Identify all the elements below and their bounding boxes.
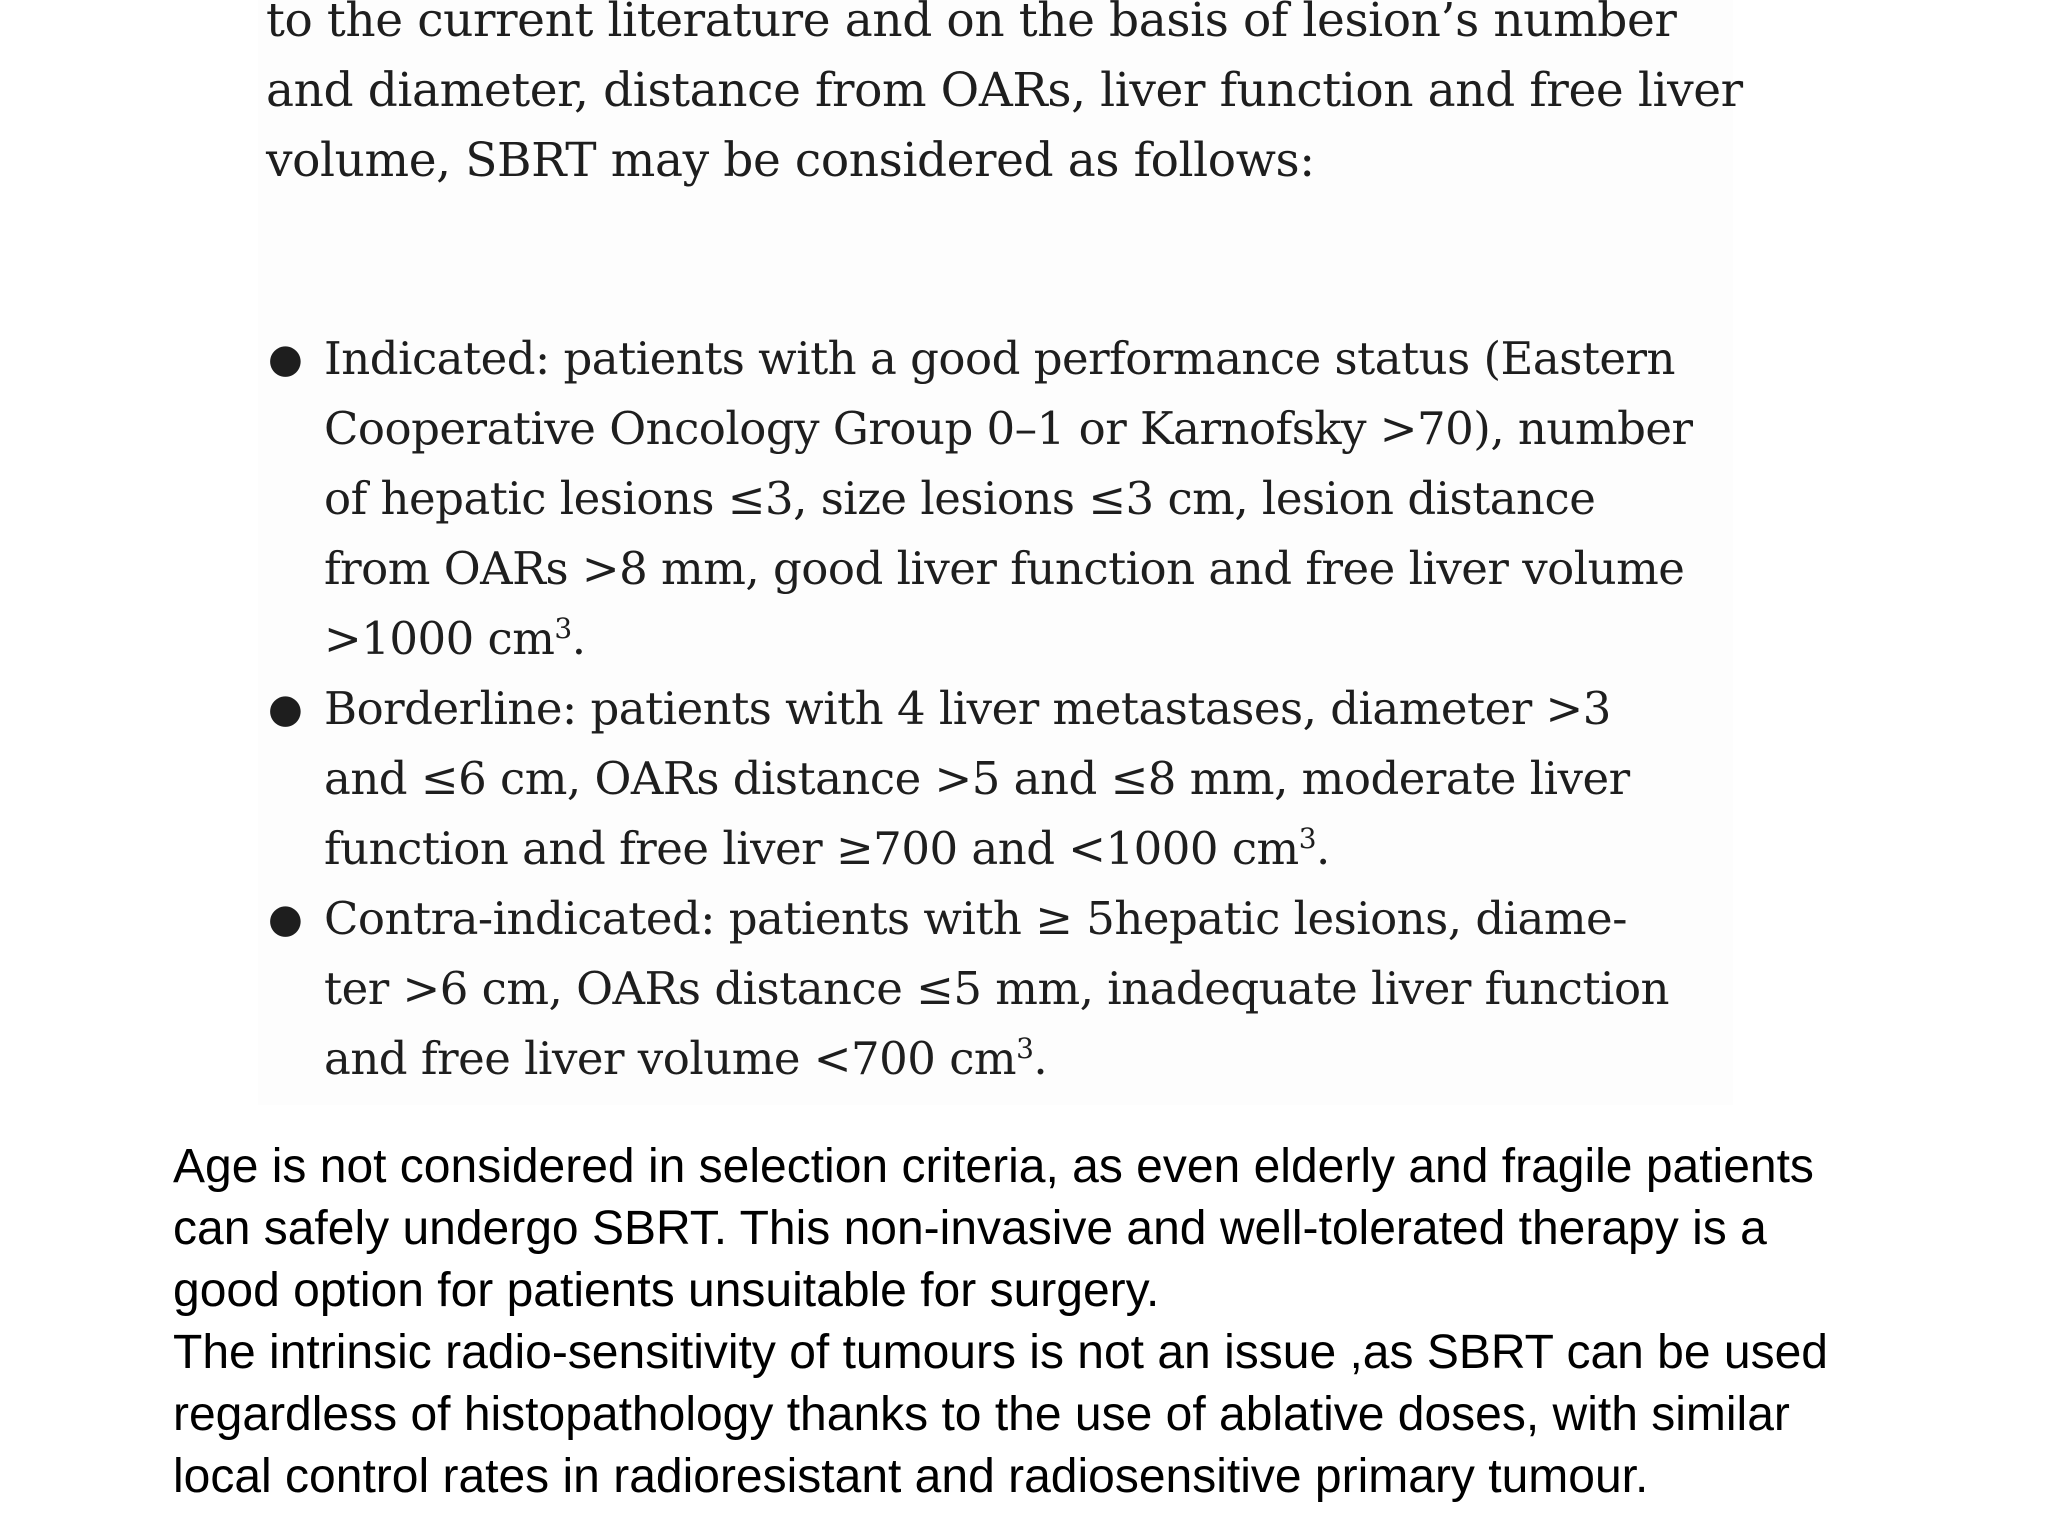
paragraph-line: good option for patients unsuitable for surgery. [173,1264,1160,1317]
criteria-item-indicated [258,324,1733,674]
bullet-icon: ● [268,896,303,942]
criteria-item-contra-indicated [258,884,1733,1094]
criteria-line: of hepatic lesions ≤3, size lesions ≤3 cm, lesion distance [324,472,1596,525]
document-excerpt-image [258,0,1743,1105]
criteria-line: ter >6 cm, OARs distance ≤5 mm, inadequate liver function [324,962,1670,1015]
criteria-line: Cooperative Oncology Group 0–1 or Karnofsky >70), number [324,402,1693,455]
criteria-line: Contra-indicated: patients with ≥ 5hepatic lesions, diame- [324,892,1627,945]
paragraph-line: Age is not considered in selection criteria, as even elderly and fragile patients [173,1140,1814,1193]
criteria-line-last [324,1024,1733,1094]
criteria-text: function and free liver ≥700 and <1000 cm [324,822,1299,875]
intro-line: volume, SBRT may be considered as follows: [266,133,1315,188]
criteria-tail: . [571,612,586,665]
paragraph-line: can safely undergo SBRT. This non-invasive and well-tolerated therapy is a [173,1202,1767,1255]
criteria-line-last [324,604,1733,674]
bullet-icon: ● [268,686,303,732]
paragraph-line: The intrinsic radio-sensitivity of tumours is not an issue ,as SBRT can be used [173,1326,1828,1379]
criteria-item-borderline [258,674,1733,884]
body-text [173,1136,1938,1508]
superscript: 3 [1016,1032,1034,1065]
criteria-line: Borderline: patients with 4 liver metastases, diameter >3 [324,682,1611,735]
superscript: 3 [1298,822,1317,855]
criteria-line-last [324,814,1733,884]
criteria-line: from OARs >8 mm, good liver function and free liver volume [324,542,1685,595]
criteria-text: >1000 cm [324,612,555,665]
intro-line: to the current literature and on the basis of lesion’s number [266,0,1677,48]
criteria-line: Indicated: patients with a good performance status (Eastern [324,332,1676,385]
bullet-icon: ● [268,336,303,382]
criteria-list [258,324,1733,1094]
paragraph-radiosensitivity [173,1322,1938,1508]
paragraph-age-criteria [173,1136,1938,1322]
criteria-line: and ≤6 cm, OARs distance >5 and ≤8 mm, moderate liver [324,752,1630,805]
criteria-tail: . [1033,1032,1048,1085]
paragraph-line: regardless of histopathology thanks to the use of ablative doses, with similar [173,1388,1790,1441]
intro-paragraph [266,0,1743,196]
criteria-tail: . [1316,822,1330,875]
intro-line: and diameter, distance from OARs, liver function and free liver [266,63,1743,118]
superscript: 3 [554,612,572,645]
paragraph-line: local control rates in radioresistant and radiosensitive primary tumour. [173,1450,1649,1503]
criteria-text: and free liver volume <700 cm [324,1032,1017,1085]
